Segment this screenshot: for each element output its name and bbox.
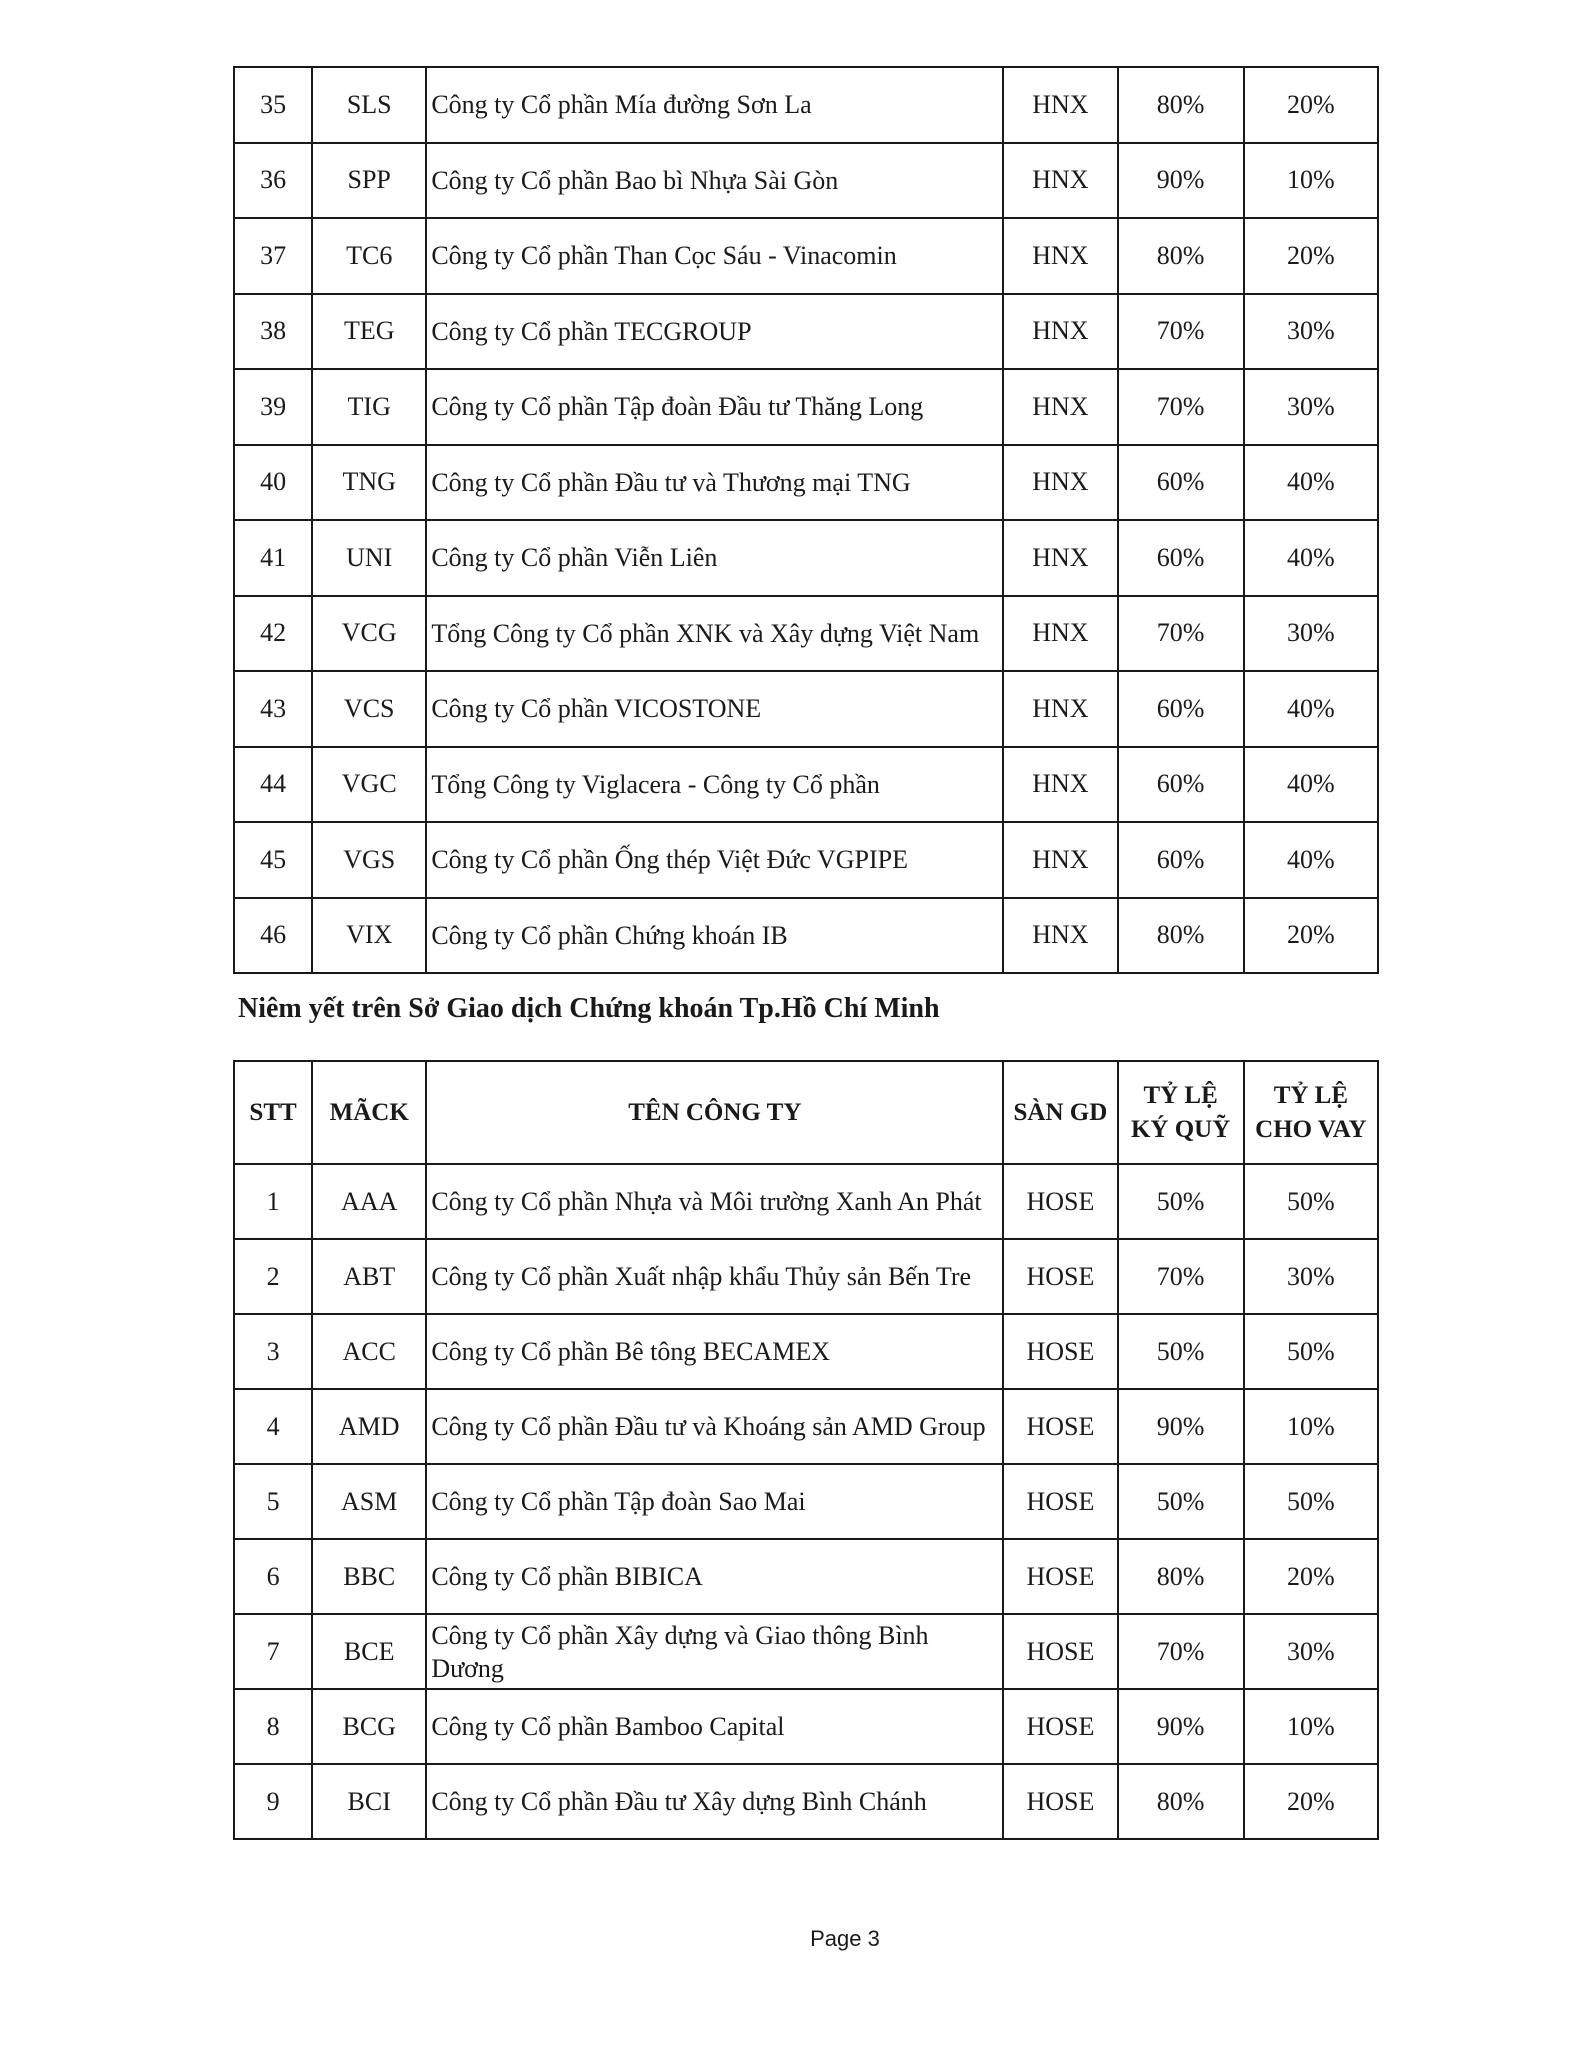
cell-margin-ratio: 80%: [1118, 1764, 1244, 1839]
cell-margin-ratio: 70%: [1118, 369, 1244, 445]
cell-exchange: HNX: [1003, 520, 1117, 596]
cell-stt: 7: [234, 1614, 312, 1689]
cell-ticker: BCI: [312, 1764, 426, 1839]
cell-ticker: ABT: [312, 1239, 426, 1314]
cell-loan-ratio: 10%: [1244, 1389, 1378, 1464]
hnx-table-body: [234, 67, 1378, 973]
table-row: [234, 143, 1378, 219]
header-ticker: MÃCK: [312, 1061, 426, 1164]
cell-stt: 5: [234, 1464, 312, 1539]
cell-margin-ratio: 80%: [1118, 67, 1244, 143]
table-row: [234, 1764, 1378, 1839]
cell-company-name: Công ty Cổ phần Tập đoàn Sao Mai: [426, 1464, 1003, 1539]
cell-exchange: HNX: [1003, 596, 1117, 672]
header-stt: STT: [234, 1061, 312, 1164]
cell-exchange: HNX: [1003, 898, 1117, 974]
cell-stt: 9: [234, 1764, 312, 1839]
cell-loan-ratio: 30%: [1244, 369, 1378, 445]
cell-loan-ratio: 40%: [1244, 747, 1378, 823]
table-row: [234, 1539, 1378, 1614]
cell-exchange: HNX: [1003, 143, 1117, 219]
header-company-name: TÊN CÔNG TY: [426, 1061, 1003, 1164]
cell-ticker: SPP: [312, 143, 426, 219]
table-row: [234, 822, 1378, 898]
cell-loan-ratio: 50%: [1244, 1464, 1378, 1539]
cell-margin-ratio: 70%: [1118, 1614, 1244, 1689]
table-row: [234, 520, 1378, 596]
cell-stt: 1: [234, 1164, 312, 1239]
cell-company-name: Tổng Công ty Viglacera - Công ty Cổ phần: [426, 747, 1003, 823]
cell-margin-ratio: 70%: [1118, 1239, 1244, 1314]
cell-loan-ratio: 30%: [1244, 1614, 1378, 1689]
cell-company-name: Công ty Cổ phần Bê tông BECAMEX: [426, 1314, 1003, 1389]
cell-margin-ratio: 70%: [1118, 596, 1244, 672]
cell-exchange: HNX: [1003, 747, 1117, 823]
cell-margin-ratio: 80%: [1118, 218, 1244, 294]
cell-stt: 43: [234, 671, 312, 747]
cell-company-name: Công ty Cổ phần TECGROUP: [426, 294, 1003, 370]
cell-exchange: HOSE: [1003, 1464, 1117, 1539]
cell-stt: 45: [234, 822, 312, 898]
cell-loan-ratio: 20%: [1244, 898, 1378, 974]
cell-stt: 41: [234, 520, 312, 596]
table-row: [234, 1164, 1378, 1239]
cell-exchange: HOSE: [1003, 1614, 1117, 1689]
cell-company-name: Công ty Cổ phần BIBICA: [426, 1539, 1003, 1614]
cell-margin-ratio: 50%: [1118, 1464, 1244, 1539]
table-header-row: [234, 1061, 1378, 1164]
table-row: [234, 596, 1378, 672]
cell-company-name: Công ty Cổ phần Chứng khoán IB: [426, 898, 1003, 974]
cell-margin-ratio: 70%: [1118, 294, 1244, 370]
cell-stt: 39: [234, 369, 312, 445]
cell-loan-ratio: 30%: [1244, 596, 1378, 672]
cell-ticker: VGC: [312, 747, 426, 823]
cell-exchange: HNX: [1003, 445, 1117, 521]
cell-margin-ratio: 90%: [1118, 143, 1244, 219]
cell-ticker: VGS: [312, 822, 426, 898]
cell-loan-ratio: 10%: [1244, 143, 1378, 219]
cell-margin-ratio: 50%: [1118, 1164, 1244, 1239]
cell-ticker: VCG: [312, 596, 426, 672]
cell-ticker: TNG: [312, 445, 426, 521]
header-exchange: SÀN GD: [1003, 1061, 1117, 1164]
cell-exchange: HNX: [1003, 671, 1117, 747]
hnx-margin-table: [233, 66, 1379, 974]
cell-exchange: HNX: [1003, 294, 1117, 370]
cell-stt: 38: [234, 294, 312, 370]
cell-loan-ratio: 40%: [1244, 445, 1378, 521]
cell-exchange: HOSE: [1003, 1764, 1117, 1839]
cell-ticker: VIX: [312, 898, 426, 974]
table-row: [234, 369, 1378, 445]
cell-stt: 37: [234, 218, 312, 294]
cell-stt: 6: [234, 1539, 312, 1614]
cell-stt: 2: [234, 1239, 312, 1314]
cell-exchange: HNX: [1003, 67, 1117, 143]
cell-ticker: ASM: [312, 1464, 426, 1539]
table-row: [234, 1314, 1378, 1389]
cell-ticker: TC6: [312, 218, 426, 294]
cell-loan-ratio: 20%: [1244, 218, 1378, 294]
cell-company-name: Công ty Cổ phần Bamboo Capital: [426, 1689, 1003, 1764]
cell-loan-ratio: 40%: [1244, 822, 1378, 898]
table-row: [234, 1389, 1378, 1464]
table-row: [234, 898, 1378, 974]
cell-ticker: ACC: [312, 1314, 426, 1389]
cell-stt: 46: [234, 898, 312, 974]
cell-ticker: AAA: [312, 1164, 426, 1239]
cell-loan-ratio: 50%: [1244, 1314, 1378, 1389]
cell-company-name: Công ty Cổ phần Xây dựng và Giao thông Bình Dương: [426, 1614, 1003, 1689]
cell-company-name: Công ty Cổ phần Đầu tư và Khoáng sản AMD Group: [426, 1389, 1003, 1464]
cell-stt: 8: [234, 1689, 312, 1764]
table-row: [234, 1689, 1378, 1764]
cell-ticker: UNI: [312, 520, 426, 596]
table-row: [234, 671, 1378, 747]
cell-loan-ratio: 10%: [1244, 1689, 1378, 1764]
cell-ticker: AMD: [312, 1389, 426, 1464]
cell-company-name: Công ty Cổ phần Than Cọc Sáu - Vinacomin: [426, 218, 1003, 294]
cell-stt: 4: [234, 1389, 312, 1464]
cell-margin-ratio: 60%: [1118, 445, 1244, 521]
page-number: Page 3: [810, 1926, 880, 1951]
cell-margin-ratio: 60%: [1118, 747, 1244, 823]
header-margin-ratio: TỶ LỆ KÝ QUỸ: [1118, 1061, 1244, 1164]
cell-margin-ratio: 80%: [1118, 1539, 1244, 1614]
cell-loan-ratio: 40%: [1244, 671, 1378, 747]
cell-company-name: Công ty Cổ phần Đầu tư Xây dựng Bình Chánh: [426, 1764, 1003, 1839]
cell-company-name: Công ty Cổ phần Ống thép Việt Đức VGPIPE: [426, 822, 1003, 898]
cell-exchange: HNX: [1003, 369, 1117, 445]
cell-company-name: Công ty Cổ phần Nhựa và Môi trường Xanh An Phát: [426, 1164, 1003, 1239]
cell-exchange: HOSE: [1003, 1689, 1117, 1764]
cell-loan-ratio: 30%: [1244, 294, 1378, 370]
cell-loan-ratio: 20%: [1244, 67, 1378, 143]
cell-ticker: BBC: [312, 1539, 426, 1614]
hose-section-title: Niêm yết trên Sở Giao dịch Chứng khoán Tp.Hồ Chí Minh: [238, 993, 940, 1024]
cell-stt: 36: [234, 143, 312, 219]
cell-loan-ratio: 20%: [1244, 1539, 1378, 1614]
hose-margin-table: [233, 1060, 1379, 1840]
cell-loan-ratio: 50%: [1244, 1164, 1378, 1239]
cell-ticker: TIG: [312, 369, 426, 445]
cell-margin-ratio: 80%: [1118, 898, 1244, 974]
cell-ticker: VCS: [312, 671, 426, 747]
cell-stt: 44: [234, 747, 312, 823]
cell-stt: 35: [234, 67, 312, 143]
cell-exchange: HNX: [1003, 822, 1117, 898]
table-row: [234, 1614, 1378, 1689]
header-loan-ratio: TỶ LỆ CHO VAY: [1244, 1061, 1378, 1164]
hose-table-body: [234, 1164, 1378, 1839]
cell-company-name: Công ty Cổ phần VICOSTONE: [426, 671, 1003, 747]
cell-company-name: Công ty Cổ phần Xuất nhập khẩu Thủy sản Bến Tre: [426, 1239, 1003, 1314]
cell-company-name: Công ty Cổ phần Mía đường Sơn La: [426, 67, 1003, 143]
cell-exchange: HOSE: [1003, 1164, 1117, 1239]
cell-company-name: Công ty Cổ phần Đầu tư và Thương mại TNG: [426, 445, 1003, 521]
cell-margin-ratio: 60%: [1118, 520, 1244, 596]
table-row: [234, 1464, 1378, 1539]
cell-exchange: HOSE: [1003, 1539, 1117, 1614]
cell-exchange: HOSE: [1003, 1239, 1117, 1314]
table-row: [234, 218, 1378, 294]
cell-company-name: Công ty Cổ phần Viễn Liên: [426, 520, 1003, 596]
cell-exchange: HOSE: [1003, 1389, 1117, 1464]
cell-exchange: HOSE: [1003, 1314, 1117, 1389]
table-row: [234, 294, 1378, 370]
cell-loan-ratio: 20%: [1244, 1764, 1378, 1839]
cell-stt: 42: [234, 596, 312, 672]
cell-exchange: HNX: [1003, 218, 1117, 294]
table-row: [234, 747, 1378, 823]
cell-loan-ratio: 30%: [1244, 1239, 1378, 1314]
cell-stt: 40: [234, 445, 312, 521]
cell-company-name: Tổng Công ty Cổ phần XNK và Xây dựng Việt Nam: [426, 596, 1003, 672]
cell-margin-ratio: 60%: [1118, 671, 1244, 747]
cell-margin-ratio: 90%: [1118, 1389, 1244, 1464]
table-row: [234, 1239, 1378, 1314]
cell-stt: 3: [234, 1314, 312, 1389]
cell-company-name: Công ty Cổ phần Bao bì Nhựa Sài Gòn: [426, 143, 1003, 219]
cell-ticker: BCG: [312, 1689, 426, 1764]
cell-ticker: TEG: [312, 294, 426, 370]
cell-ticker: BCE: [312, 1614, 426, 1689]
cell-ticker: SLS: [312, 67, 426, 143]
cell-margin-ratio: 50%: [1118, 1314, 1244, 1389]
table-row: [234, 67, 1378, 143]
cell-margin-ratio: 60%: [1118, 822, 1244, 898]
cell-loan-ratio: 40%: [1244, 520, 1378, 596]
cell-company-name: Công ty Cổ phần Tập đoàn Đầu tư Thăng Long: [426, 369, 1003, 445]
table-row: [234, 445, 1378, 521]
cell-margin-ratio: 90%: [1118, 1689, 1244, 1764]
